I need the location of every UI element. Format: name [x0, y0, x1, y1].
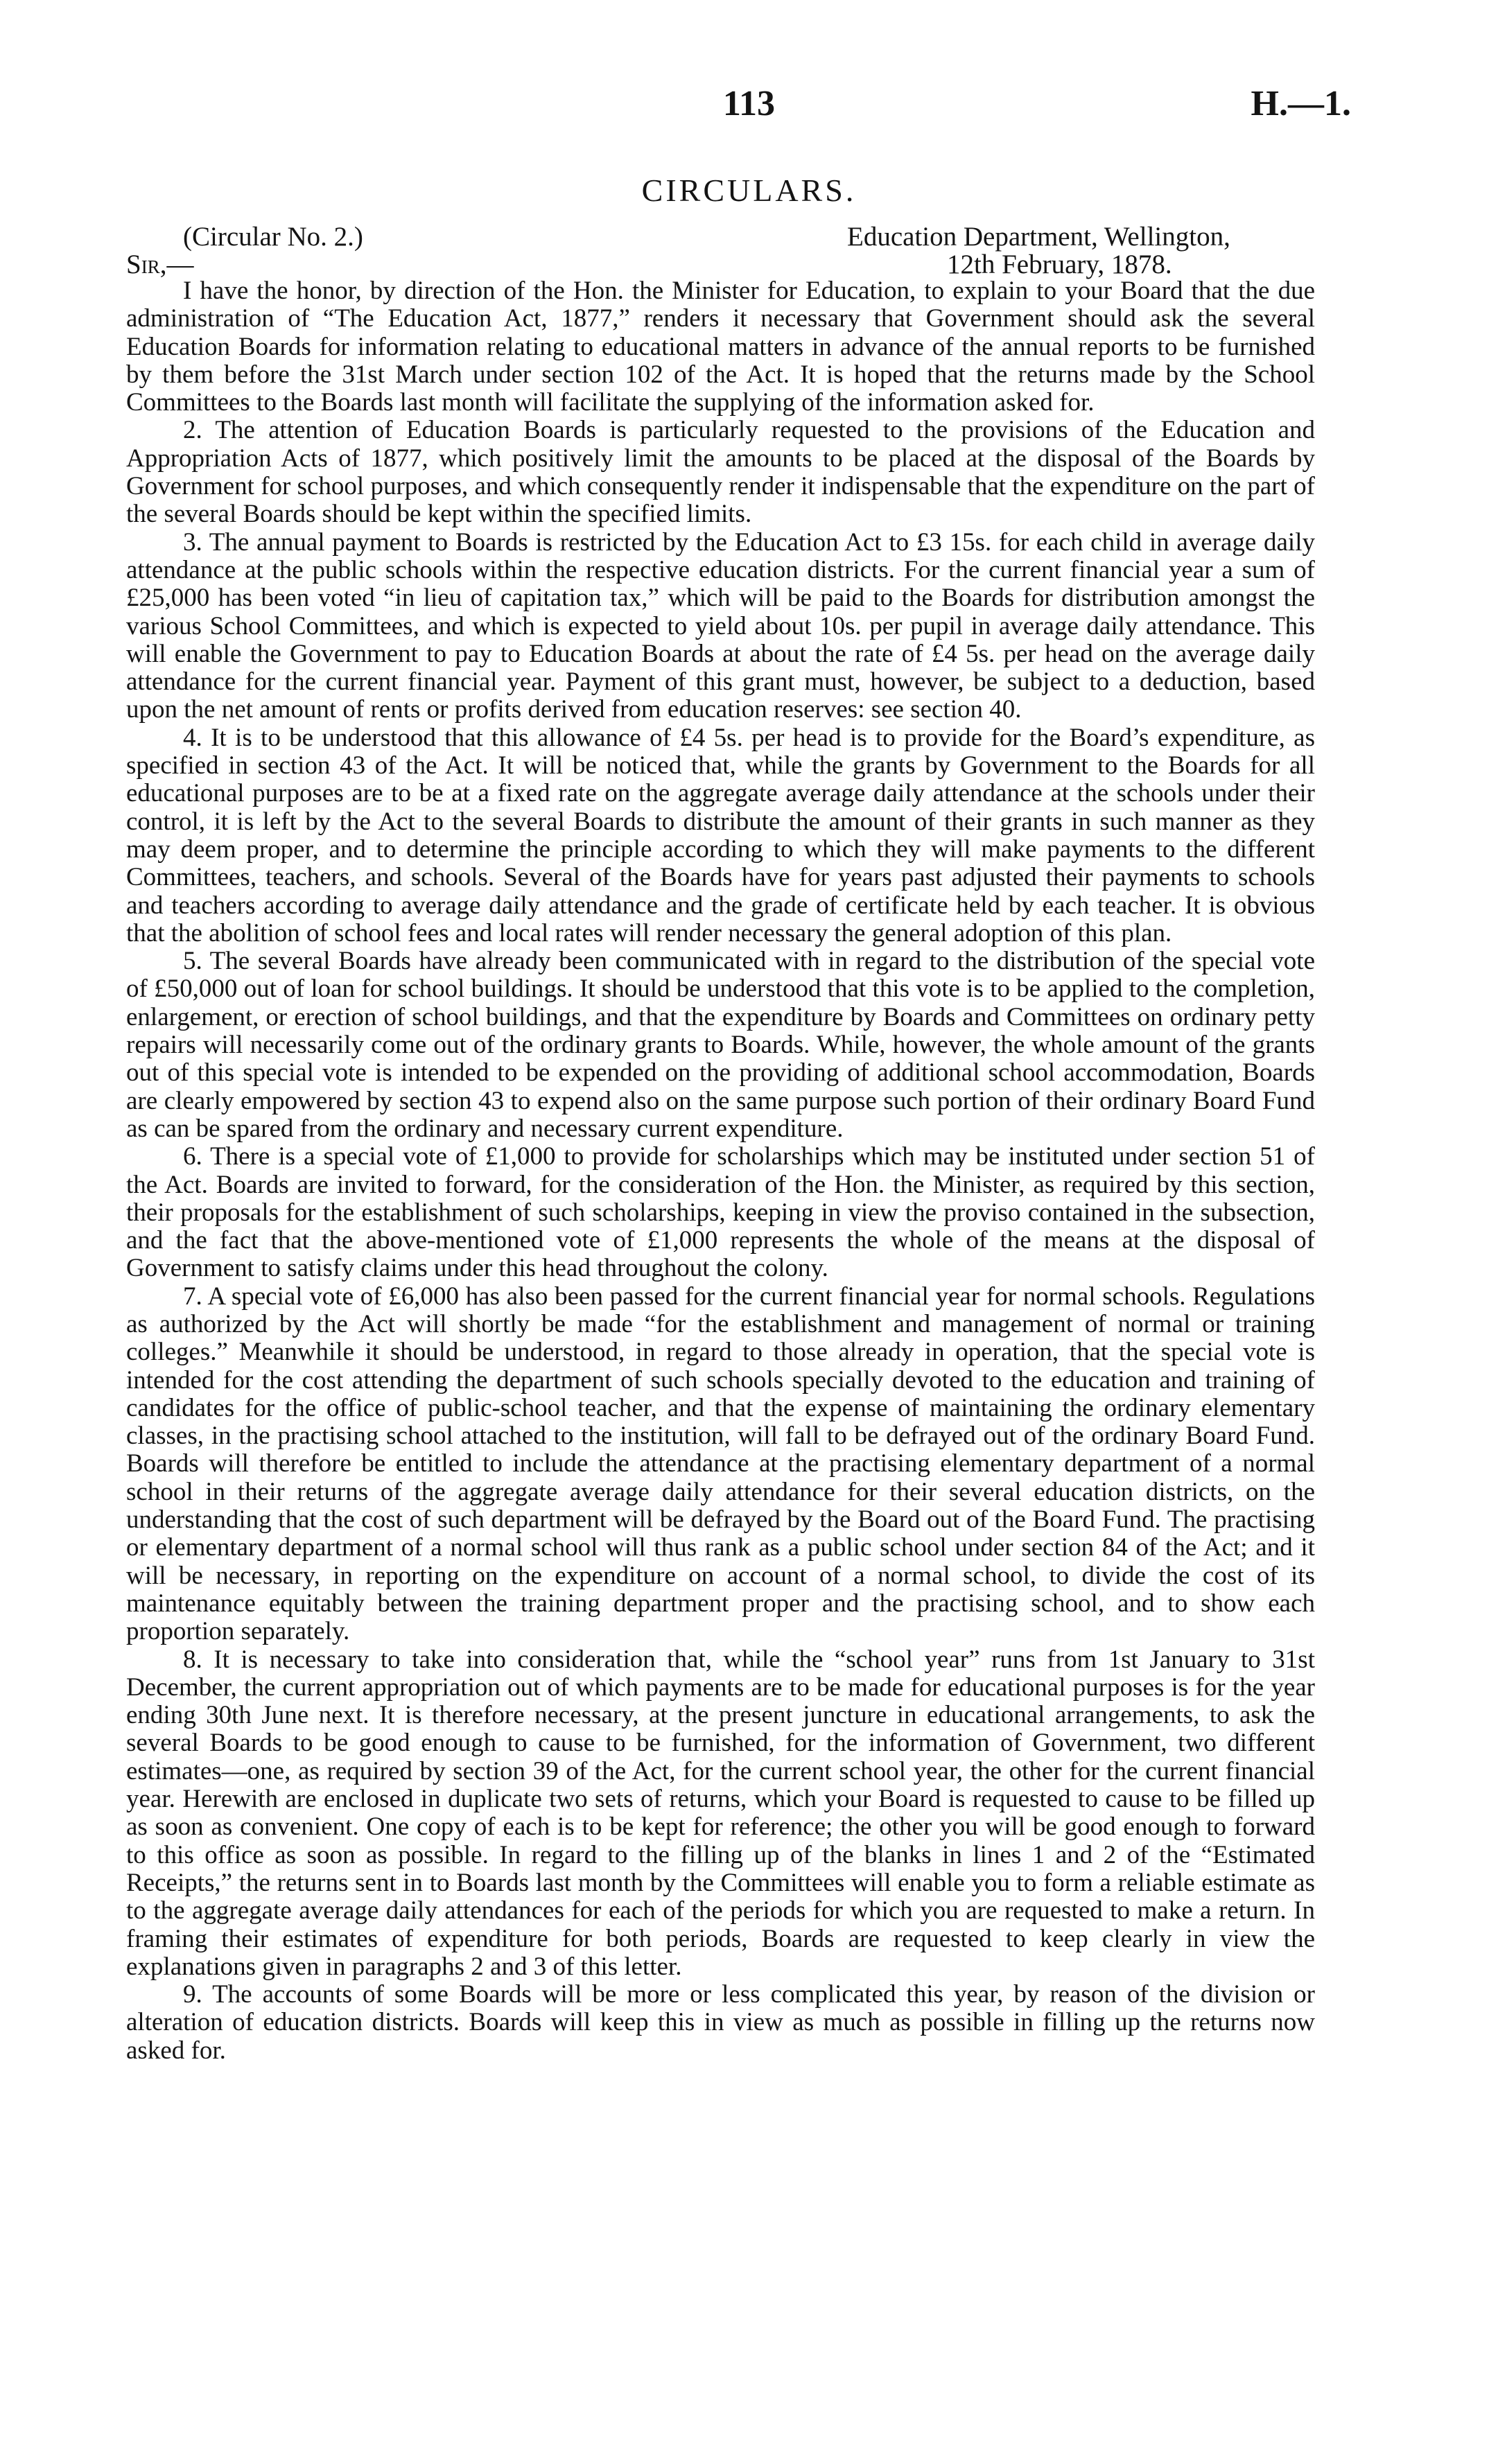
document-reference: H.—1. — [1251, 84, 1351, 123]
paragraph-6: 6. There is a special vote of £1,000 to provide for scholarships which may be instituted under section 51 of the Act. Boards are invited to forward, for the consideration of the Hon. the Minister, as required by this section, their proposals for the establishment of such scholarships, keeping in view the proviso contained in the subsection, and the fact that the above-mentioned vote of £1,000 represents the whole of the means at the disposal of Government to satisfy claims under this head throughout the colony. — [126, 1142, 1315, 1283]
paragraph-7: 7. A special vote of £6,000 has also been passed for the current financial year for normal schools. Regulations as authorized by the Act will shortly be made “for the establishment and management of normal or training colleges.” Meanwhile it should be understood, in regard to those already in operation, that the special vote is intended for the cost attending the department of such schools specially devoted to the education and training of candidates for the office of public-school teacher, and that the expense of maintaining the ordinary elementary classes, in the practising school attached to the institution, will fall to be defrayed out of the ordinary Board Fund. Boards will therefore be entitled to include the attendance at the practising elementary department of a normal school in their returns of the aggregate average daily attendance for their several education districts, on the understanding that the cost of such department will be defrayed by the Board out of the Board Fund. The practising or elementary department of a normal school will thus rank as a public school under section 84 of the Act; and it will be necessary, in reporting on the expenditure on account of a normal school, to divide the cost of its maintenance equitably between the training department proper and the practising school, and to show each proportion separately. — [126, 1282, 1315, 1646]
issuing-office: Education Department, Wellington, — [847, 222, 1230, 252]
paragraph-5: 5. The several Boards have already been communicated with in regard to the distribution of the special vote of £50,000 out of loan for school buildings. It should be understood that this vote is to be applied to the completion, enlargement, or erection of school buildings, and that the expenditure by Boards and Committees on ordinary petty repairs will necessarily come out of the ordinary grants to Boards. While, however, the whole amount of the grants out of this special vote is intended to be expended on the providing of additional school accommodation, Boards are clearly empowered by section 43 to expend also on the same purpose such portion of their ordinary Board Fund as can be spared from the ordinary and necessary current expenditure. — [126, 947, 1315, 1143]
page-title: CIRCULARS. — [641, 173, 857, 208]
letter-body — [126, 277, 1315, 2065]
page-number: 113 — [722, 84, 776, 123]
paragraph-9: 9. The accounts of some Boards will be more or less complicated this year, by reason of the division or alteration of education districts. Boards will keep this in view as much as possible in filling up the returns now asked for. — [126, 1980, 1315, 2065]
circular-date: 12th February, 1878. — [947, 250, 1172, 279]
paragraph-4: 4. It is to be understood that this allowance of £4 5s. per head is to provide for the Board’s expenditure, as specified in section 43 of the Act. It will be noticed that, while the grants by Government to the Boards for all educational purposes are to be at a fixed rate on the aggregate average daily attendance at the schools under their control, it is left by the Act to the several Boards to distribute the amount of their grants in such manner as they may deem proper, and to determine the principle according to which they will make payments to the different Committees, teachers, and schools. Several of the Boards have for years past adjusted their payments to schools and teachers according to average daily attendance and the grade of certificate held by each teacher. It is obvious that the abolition of school fees and local rates will render necessary the general adoption of this plan. — [126, 723, 1315, 947]
paragraph-2: 2. The attention of Education Boards is particularly requested to the provisions of the Education and Appropriation Acts of 1877, which positively limit the amounts to be placed at the disposal of the Boards by Government for school purposes, and which consequently render it indispensable that the expenditure on the part of the several Boards should be kept within the specified limits. — [126, 416, 1315, 529]
paragraph-8: 8. It is necessary to take into consideration that, while the “school year” runs from 1st January to 31st December, the current appropriation out of which payments are to be made for educational purposes is for the year ending 30th June next. It is therefore necessary, at the present juncture in educational arrangements, to ask the several Boards to be good enough to cause to be furnished, for the information of Government, two different estimates—one, as required by section 39 of the Act, for the current school year, the other for the current financial year. Herewith are enclosed in duplicate two sets of returns, which your Board is requested to cause to be filled up as soon as convenient. One copy of each is to be kept for reference; the other you will be good enough to forward to this office as soon as possible. In regard to the filling up of the blanks in lines 1 and 2 of the “Estimated Receipts,” the returns sent in to Boards last month by the Committees will enable you to form a reliable estimate as to the aggregate average daily attendances for each of the periods for which you are requested to make a return. In framing their estimates of expenditure for both periods, Boards are requested to keep clearly in view the explanations given in paragraphs 2 and 3 of this letter. — [126, 1645, 1315, 1981]
salutation: Sir,— — [126, 250, 194, 279]
page-header — [0, 83, 1498, 146]
circular-heading — [126, 223, 1315, 279]
paragraph-3: 3. The annual payment to Boards is restricted by the Education Act to £3 15s. for each child in average daily attendance at the public schools within the respective education districts. For the current financial year a sum of £25,000 has been voted “in lieu of capitation tax,” which will be paid to the Boards for distribution amongst the various School Committees, and which is expected to yield about 10s. per pupil in average daily attendance. This will enable the Government to pay to Education Boards at about the rate of £4 5s. per head on the average daily attendance for the current financial year. Payment of this grant must, however, be subject to a deduction, based upon the net amount of rents or profits derived from education reserves: see section 40. — [126, 527, 1315, 724]
paragraph-intro: I have the honor, by direction of the Hon. the Minister for Education, to explain to your Board that the due administration of “The Education Act, 1877,” renders it necessary that Government should ask the several Education Boards for information relating to educational matters in advance of the annual reports to be furnished by them before the 31st March under section 102 of the Act. It is hoped that the returns made by the School Committees to the Boards last month will facilitate the supplying of the information asked for. — [126, 277, 1315, 417]
circular-number: (Circular No. 2.) — [183, 222, 363, 252]
